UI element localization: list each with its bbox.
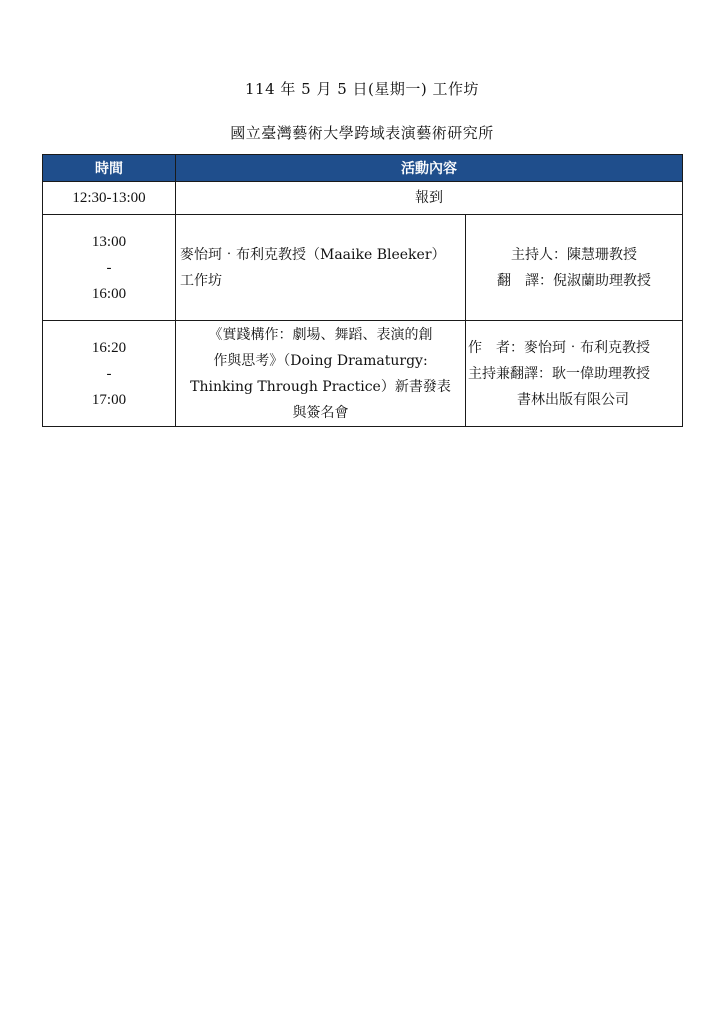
column-header-activity: 活動內容: [176, 155, 683, 182]
table-row: [43, 182, 683, 215]
time-cell: [43, 215, 176, 321]
page-title-date: 114 年 5 月 5 日(星期一) 工作坊: [244, 80, 480, 98]
activity-cell: 報到: [176, 182, 683, 215]
activity-cell: [176, 321, 466, 427]
author-line: 作 者：麥怡珂‧布利克教授: [468, 339, 650, 356]
table-header-row: [43, 155, 683, 182]
activity-line: 與簽名會: [292, 404, 349, 421]
activity-line: 《實踐構作：劇場、舞蹈、表演的創: [208, 326, 433, 343]
people-cell: [466, 321, 683, 427]
translator-line: 翻 譯：倪淑蘭助理教授: [497, 272, 651, 289]
time-start: 16:20: [91, 339, 127, 356]
time-end: 16:00: [91, 285, 127, 302]
activity-cell: [176, 215, 466, 321]
table-row: [43, 215, 683, 321]
activity-line: 工作坊: [180, 272, 222, 289]
time-start: 13:00: [91, 233, 127, 250]
time-separator: -: [106, 259, 112, 276]
host-translator-line: 主持兼翻譯：耿一偉助理教授: [468, 365, 650, 382]
people-cell: [466, 215, 683, 321]
time-cell: 12:30-13:00: [43, 182, 176, 215]
page-title-institution: 國立臺灣藝術大學跨域表演藝術研究所: [230, 124, 494, 142]
time-separator: -: [106, 365, 112, 382]
time-end: 17:00: [91, 391, 127, 408]
table-row: [43, 321, 683, 427]
schedule-table: [42, 154, 683, 427]
time-cell: [43, 321, 176, 427]
column-header-time: 時間: [43, 155, 176, 182]
activity-line: 作與思考》（Doing Dramaturgy:: [213, 352, 428, 369]
publisher-line: 書林出版有限公司: [517, 391, 629, 408]
host-line: 主持人：陳慧珊教授: [511, 246, 637, 263]
activity-line: Thinking Through Practice）新書發表: [190, 378, 451, 395]
activity-line: 麥怡珂‧布利克教授（Maaike Bleeker）: [180, 246, 446, 263]
